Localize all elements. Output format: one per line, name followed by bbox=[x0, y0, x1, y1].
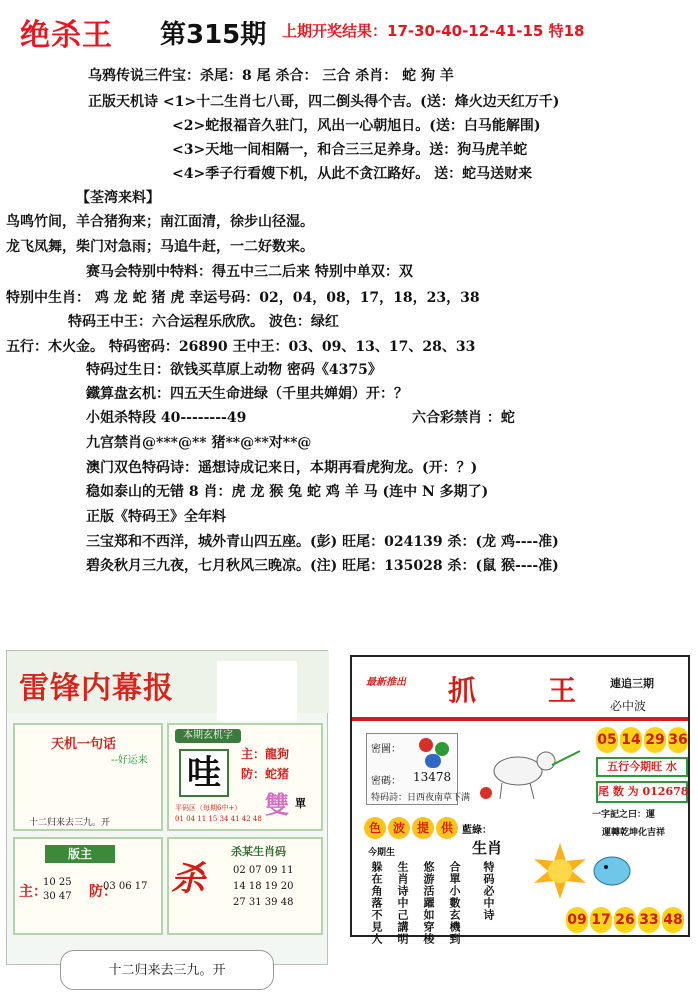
zhu2-numbers: 10 25 bbox=[43, 877, 72, 888]
shuang-char: 雙 bbox=[265, 790, 289, 819]
left-panel-title: 雷锋内幕报 bbox=[19, 671, 174, 706]
poem-line: 生肖诗中己講明 bbox=[396, 861, 409, 945]
banner2: 運轉乾坤化吉祥 bbox=[602, 828, 666, 838]
provide-char: 供 bbox=[436, 817, 458, 839]
mima-value: 13478 bbox=[413, 770, 452, 784]
provide-char: 色 bbox=[364, 817, 386, 839]
sx-verse: 特码必中诗 bbox=[482, 861, 495, 921]
code-value: 日西夜南草下满 bbox=[407, 793, 471, 803]
main-char: 哇 bbox=[179, 749, 229, 797]
dan-char: 單 bbox=[295, 797, 306, 810]
zhu-label: 主： bbox=[241, 747, 266, 761]
mima-box bbox=[366, 733, 471, 805]
ball: 17 bbox=[590, 907, 612, 933]
text-line: 特别中生肖： 鸡 龙 蛇 猪 虎 幸运号码：02，04，08，17，18，23，38 bbox=[6, 290, 480, 306]
issue-number: 第315期 bbox=[160, 20, 267, 50]
new-release: 最新推出 bbox=[366, 677, 406, 688]
text-line: 九宫禁肖@***@** 猪**@**对**@ bbox=[86, 435, 312, 451]
text-line: 三宝郑和不西洋，城外青山四五座。(彭) 旺尾：024139 杀：(龙 鸡----准) bbox=[86, 534, 559, 550]
elephant-icon bbox=[588, 847, 636, 895]
ball: 48 bbox=[662, 907, 684, 933]
zhu-value: 龍狗 bbox=[265, 747, 290, 761]
grid-row: 14 18 19 20 bbox=[233, 881, 294, 892]
mima-label: 密圖： bbox=[371, 744, 401, 755]
section-heading: 【荃湾来料】 bbox=[76, 190, 160, 206]
text-line: 稳如泰山的无错 8 肖：虎 龙 猴 兔 蛇 鸡 羊 马 (连中 N 多期了) bbox=[86, 484, 489, 500]
page-title: 绝杀王 bbox=[20, 18, 113, 53]
animal-illustration-icon bbox=[468, 741, 588, 805]
blank-area bbox=[217, 661, 297, 721]
provide-tail: 藍綠： bbox=[462, 825, 492, 836]
last-result: 上期开奖结果：17-30-40-12-41-15 特18 bbox=[282, 22, 585, 40]
text-line: 特码过生日：欲钱买草原上动物 密码《4375》 bbox=[86, 362, 382, 378]
ban-label: 版主 bbox=[45, 845, 115, 863]
text-line: 龙飞凤舞，柴门对急雨；马追牛赶，一二好数来。 bbox=[6, 239, 314, 255]
big-char: 杀 bbox=[171, 859, 205, 899]
tianji-hint: --好运来 bbox=[111, 755, 148, 766]
ball: 05 bbox=[596, 727, 618, 753]
text-line: 碧灸秋月三九夜，七月秋风三晚凉。(注) 旺尾：135028 杀：(鼠 猴----准) bbox=[86, 558, 559, 574]
ball: 26 bbox=[614, 907, 636, 933]
left-panel-header bbox=[7, 651, 329, 713]
ball: 29 bbox=[644, 727, 666, 753]
sun-icon bbox=[530, 841, 590, 901]
text-line: 澳门双色特码诗：遥想诗成记来日，本期再看虎狗龙。(开：？) bbox=[86, 460, 478, 476]
text-line: 小姐杀特段 40--------49 bbox=[86, 410, 247, 426]
sx-label: 生肖 bbox=[472, 839, 503, 857]
tianji-label: 天机一句话 bbox=[51, 737, 117, 752]
text-line: <2>蛇报福音久驻门，风出一心朝旭日。(送：白马能解围) bbox=[172, 118, 541, 134]
text-line: 鐵算盘玄机：四五天生命进绿（千里共婵娟）开：？ bbox=[86, 386, 408, 402]
text-line: 特码王中王：六合运程乐欣欣。 波色：绿红 bbox=[68, 314, 339, 330]
poem-line: 悠游活躍如穿梭 bbox=[422, 861, 435, 945]
text-line: 赛马会特别中特料：得五中三二后来 特别中单双：双 bbox=[86, 264, 413, 280]
provide-char: 提 bbox=[412, 817, 434, 839]
pinglv-numbers: 01 04 11 15 34 41 42 48 bbox=[175, 815, 262, 823]
ball: 09 bbox=[566, 907, 588, 933]
blue-dot-icon bbox=[425, 754, 441, 768]
tail-numbers: 尾 数 为 012678 bbox=[596, 781, 688, 803]
text-line: 正版天机诗 <1>十二生肖七八哥，四二倒头得个吉。(送：烽火边天红万千) bbox=[88, 94, 560, 110]
ban-box bbox=[13, 837, 163, 935]
fang2-numbers: 03 06 17 bbox=[103, 881, 148, 892]
series: 連追三期 bbox=[610, 677, 654, 690]
left-panel bbox=[6, 650, 328, 965]
fortune: 一字記之曰：運 bbox=[592, 810, 656, 820]
zhu2-numbers-2: 30 47 bbox=[43, 891, 72, 902]
grid-box bbox=[167, 837, 323, 935]
title-b: 王 bbox=[548, 674, 577, 707]
tianji-text: 十二归来去三九。开 bbox=[29, 818, 111, 828]
text-line: <4>季子行看嫂下机，从此不贪江路好。 送：蛇马送财来 bbox=[172, 166, 533, 182]
grid-label: 杀某生肖码 bbox=[231, 845, 286, 858]
fang-label: 防： bbox=[241, 767, 266, 781]
poem-line: 合單小數玄機到 bbox=[448, 861, 461, 945]
red-dot-icon bbox=[419, 738, 433, 752]
text-line: <3>天地一间相隔一，和合三三足养身。送：狗马虎羊蛇 bbox=[172, 142, 528, 158]
text-line: 六合彩禁肖 ：蛇 bbox=[412, 410, 515, 426]
char-box bbox=[167, 723, 323, 831]
text-line: 乌鸦传说三件宝：杀尾：8 尾 杀合： 三合 杀肖： 蛇 狗 羊 bbox=[88, 68, 454, 84]
title-a: 抓 bbox=[448, 674, 477, 707]
wave: 必中波 bbox=[610, 699, 647, 713]
pinglv-label: 平码区（每期6中+） bbox=[175, 804, 242, 812]
zhu2-label: 主： bbox=[19, 884, 47, 900]
ball: 33 bbox=[638, 907, 660, 933]
caption-box: 十二归来去三九。开 bbox=[60, 950, 274, 990]
fang-value: 蛇猪 bbox=[265, 767, 290, 781]
jinqi-label: 今期生 bbox=[368, 848, 396, 858]
tianji-box bbox=[13, 723, 163, 831]
grid-row: 27 31 39 48 bbox=[233, 897, 294, 908]
ball: 36 bbox=[668, 727, 688, 753]
text-line: 五行：木火金。 特码密码：26890 王中王：03、09、13、17、28、33 bbox=[6, 339, 476, 355]
grid-row: 02 07 09 11 bbox=[233, 865, 294, 876]
provide-char: 波 bbox=[388, 817, 410, 839]
text-line: 鸟鸣竹间，羊合猪狗来；南江面清，徐步山径湿。 bbox=[6, 214, 314, 230]
code-label: 特码詩： bbox=[371, 793, 408, 803]
text-line: 正版《特码王》全年料 bbox=[86, 509, 226, 525]
poem-line: 躲在角落不見人 bbox=[370, 861, 383, 945]
ball: 14 bbox=[620, 727, 642, 753]
divider bbox=[352, 717, 688, 721]
fang2-label: 防： bbox=[89, 884, 117, 900]
char-banner: 本期玄机字 bbox=[175, 729, 241, 743]
wuxing: 五行今期旺 水 bbox=[596, 757, 688, 777]
mima-label-2: 密碼： bbox=[371, 776, 401, 787]
right-panel bbox=[350, 655, 690, 945]
